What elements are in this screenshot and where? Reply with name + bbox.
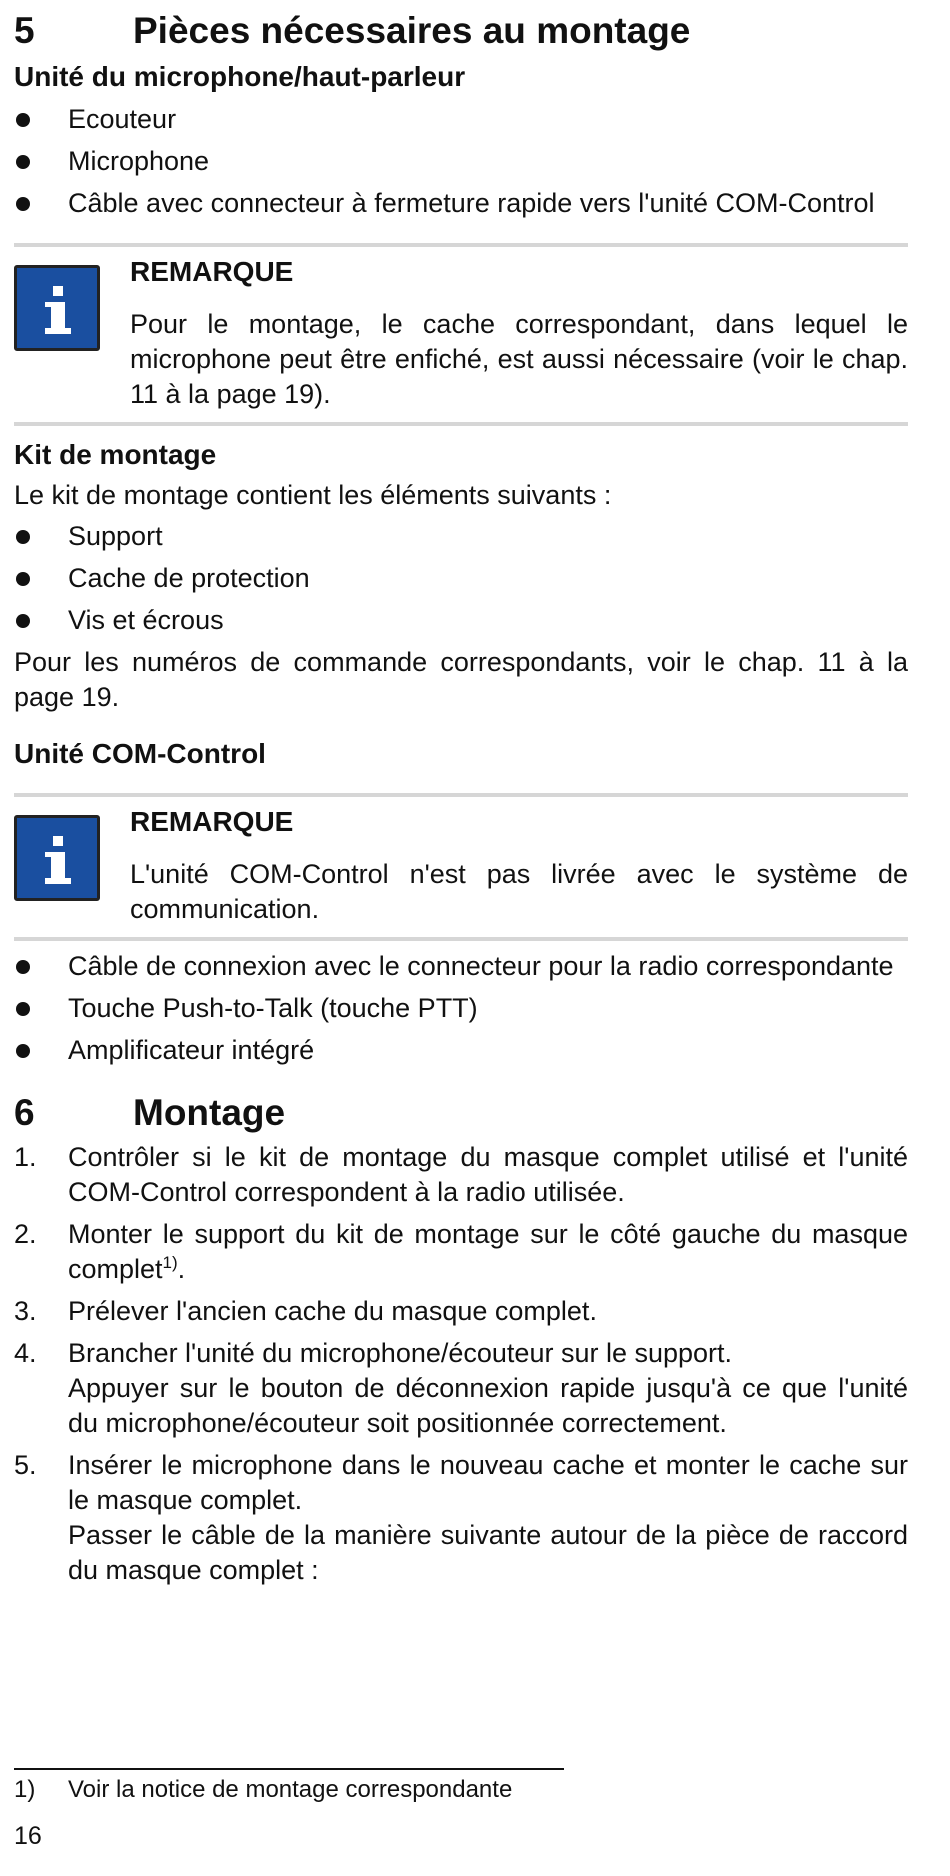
note-title: REMARQUE xyxy=(130,256,294,287)
bullet-icon xyxy=(16,113,30,127)
com-control-heading: Unité COM-Control xyxy=(14,738,266,769)
bullet-icon xyxy=(16,614,30,628)
bullet-icon xyxy=(16,1002,30,1016)
note-title: REMARQUE xyxy=(130,806,294,837)
note-text: Pour le montage, le cache correspondant, dans lequel le microphone peut être enfiché, est aussi nécessaire (voir le chap. 11 à la page 19). xyxy=(130,309,908,409)
step-item: 2. Monter le support du kit de montage sur le côté gauche du masque complet$^{1)}$. xyxy=(14,1219,908,1284)
list-item: Touche Push-to-Talk (touche PTT) xyxy=(14,991,908,1026)
unit-microphone-list xyxy=(14,102,908,221)
section-title: Pièces nécessaires au montage xyxy=(133,10,691,51)
bullet-icon xyxy=(16,1044,30,1058)
kit-heading: Kit de montage xyxy=(14,439,217,470)
list-item: Câble avec connecteur à fermeture rapide vers l'unité COM-Control xyxy=(14,186,908,221)
note-box xyxy=(14,243,908,426)
list-item: Vis et écrous xyxy=(14,603,908,638)
list-item: Cache de protection xyxy=(14,561,908,596)
step-item: 3. Prélever l'ancien cache du masque complet. xyxy=(14,1296,597,1326)
list-item: Microphone xyxy=(14,144,908,179)
note-box xyxy=(14,793,908,941)
bullet-icon xyxy=(16,530,30,544)
footnote-ref: 1) xyxy=(162,1253,178,1272)
page-number: 16 xyxy=(14,1822,42,1850)
list-item: Support xyxy=(14,519,908,554)
com-control-list xyxy=(14,949,908,1068)
unit-microphone-heading: Unité du microphone/haut-parleur xyxy=(14,61,466,92)
list-item: Amplificateur intégré xyxy=(14,1033,908,1068)
info-icon xyxy=(14,815,100,901)
section-number: 5 xyxy=(14,10,35,51)
step-item: 1. Contrôler si le kit de montage du masque complet utilisé et l'unité COM-Control correspondent à la radio utilisée. xyxy=(14,1142,908,1207)
footnote-divider xyxy=(14,1768,564,1770)
section-number: 6 xyxy=(14,1092,35,1133)
section-title: Montage xyxy=(133,1092,286,1133)
note-text: L'unité COM-Control n'est pas livrée avec le système de communication. xyxy=(130,859,908,924)
kit-order-note: Pour les numéros de commande correspondants, voir le chap. 11 à la page 19. xyxy=(14,647,908,712)
page-content xyxy=(14,0,908,1595)
section-5-heading xyxy=(14,4,908,58)
kit-list xyxy=(14,519,908,638)
bullet-icon xyxy=(16,155,30,169)
footnote-number: 1) xyxy=(14,1776,36,1803)
bullet-icon xyxy=(16,572,30,586)
section-6-heading xyxy=(14,1086,908,1140)
list-item: Câble de connexion avec le connecteur pour la radio correspondante xyxy=(14,949,908,984)
footnote xyxy=(14,1774,512,1806)
list-item: Ecouteur xyxy=(14,102,908,137)
bullet-icon xyxy=(16,960,30,974)
footnote-text: Voir la notice de montage correspondante xyxy=(68,1776,513,1803)
step-item: 4. Brancher l'unité du microphone/écouteur sur le support. Appuyer sur le bouton de déconnexion rapide jusqu'à ce que l'unité du microphone/écouteur soit positionnée correctement. xyxy=(14,1338,908,1438)
kit-intro: Le kit de montage contient les éléments suivants : xyxy=(14,480,612,510)
info-icon xyxy=(14,265,100,351)
bullet-icon xyxy=(16,197,30,211)
mounting-steps xyxy=(14,1140,908,1588)
step-item: 5. Insérer le microphone dans le nouveau cache et monter le cache sur le masque complet. Passer le câble de la manière suivante autour de la pièce de raccord du masque complet : xyxy=(14,1450,908,1585)
